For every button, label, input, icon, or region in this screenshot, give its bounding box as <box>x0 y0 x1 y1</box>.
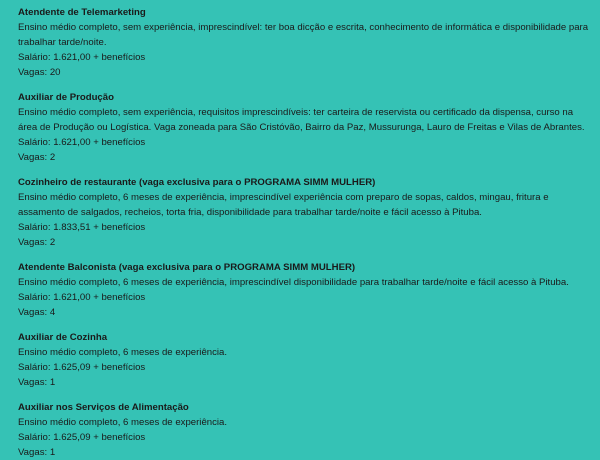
job-description: Ensino médio completo, 6 meses de experiência. <box>18 417 228 428</box>
job-listing <box>18 90 590 165</box>
job-listing <box>18 400 590 460</box>
job-vacancies: Vagas: 4 <box>18 307 56 318</box>
job-listing <box>18 5 590 80</box>
job-vacancies: Vagas: 1 <box>18 447 56 458</box>
job-title: Auxiliar de Produção <box>18 92 114 103</box>
job-vacancies: Vagas: 20 <box>18 67 61 78</box>
job-salary: Salário: 1.625,09 + benefícios <box>18 432 146 443</box>
job-salary: Salário: 1.625,09 + benefícios <box>18 362 146 373</box>
job-listing <box>18 260 590 320</box>
job-title: Auxiliar de Cozinha <box>18 332 108 343</box>
job-description: Ensino médio completo, 6 meses de experiência, imprescindível experiência com preparo de sopas, caldos, mingau, fritura e assamento de salgados, recheios, torta fria, disponibilidade para trabalhar tarde/noite e fácil acesso à Pituba. <box>18 192 549 218</box>
job-vacancies: Vagas: 2 <box>18 237 56 248</box>
job-title: Cozinheiro de restaurante (vaga exclusiva para o PROGRAMA SIMM MULHER) <box>18 177 376 188</box>
job-salary: Salário: 1.621,00 + benefícios <box>18 292 146 303</box>
job-listing <box>18 330 590 390</box>
job-title: Atendente de Telemarketing <box>18 7 146 18</box>
job-title: Auxiliar nos Serviços de Alimentação <box>18 402 189 413</box>
job-description: Ensino médio completo, 6 meses de experiência, imprescindível disponibilidade para trabalhar tarde/noite e fácil acesso à Pituba. <box>18 277 569 288</box>
job-description: Ensino médio completo, sem experiência, requisitos imprescindíveis: ter carteira de reservista ou certificado da dispensa, curso na área de Produção ou Logística. Vaga zoneada para São Cristóvão, Bairro da Paz, Mussurunga, Lauro de Freitas e Vilas de Abrantes. <box>18 107 585 133</box>
job-salary: Salário: 1.833,51 + benefícios <box>18 222 146 233</box>
job-salary: Salário: 1.621,00 + benefícios <box>18 52 146 63</box>
job-vacancies: Vagas: 1 <box>18 377 56 388</box>
job-description: Ensino médio completo, 6 meses de experiência. <box>18 347 228 358</box>
job-vacancies: Vagas: 2 <box>18 152 56 163</box>
job-listing <box>18 175 590 250</box>
job-title: Atendente Balconista (vaga exclusiva para o PROGRAMA SIMM MULHER) <box>18 262 356 273</box>
job-salary: Salário: 1.621,00 + benefícios <box>18 137 146 148</box>
job-description: Ensino médio completo, sem experiência, imprescindível: ter boa dicção e escrita, conhecimento de informática e disponibilidade para trabalhar tarde/noite. <box>18 22 589 48</box>
